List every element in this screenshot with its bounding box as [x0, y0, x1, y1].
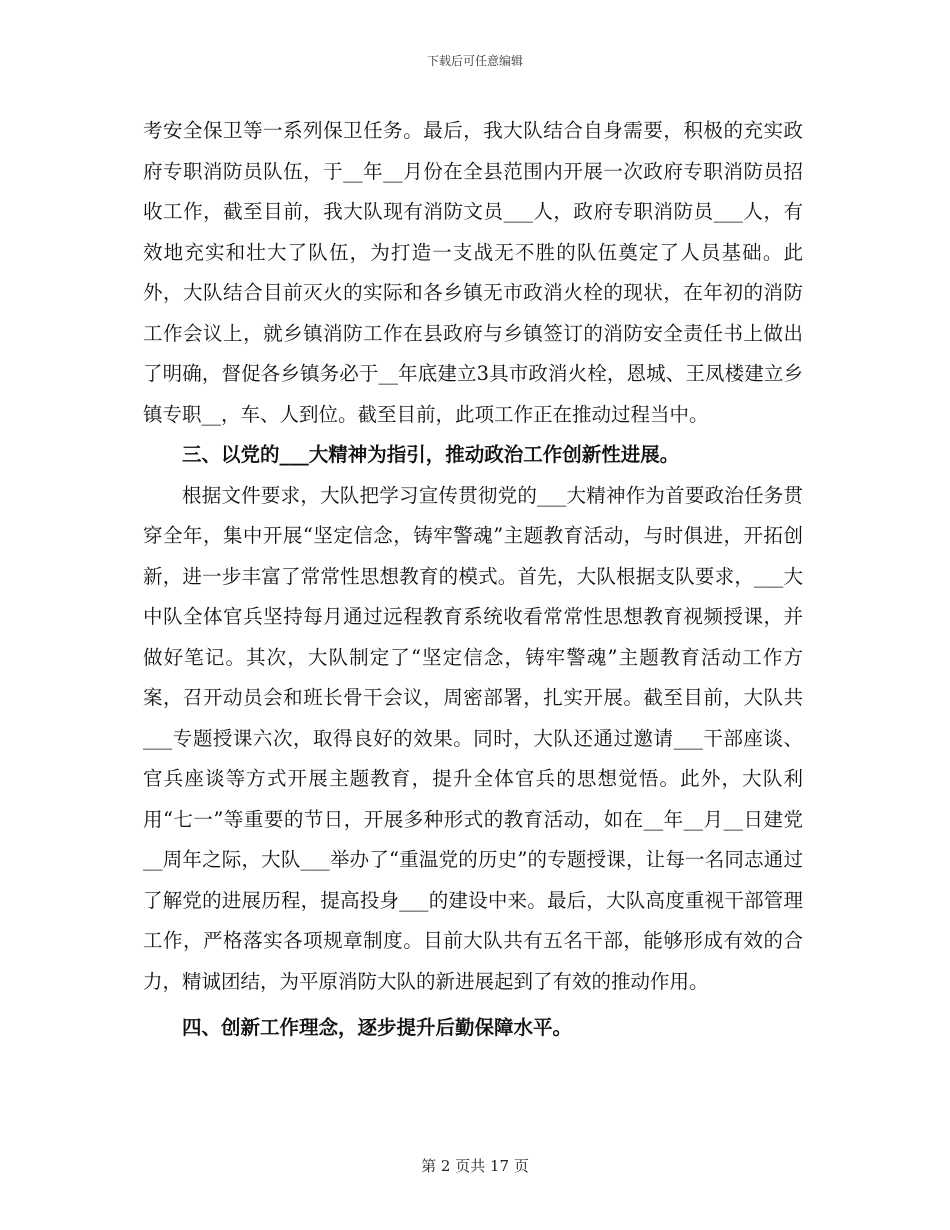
- document-body: [143, 111, 803, 1049]
- page-header: 下载后可任意编辑: [426, 54, 523, 68]
- paragraph-section-3: 根据文件要求，大队把学习宣传贯彻党的___大精神作为首要政治任务贯穿全年，集中开展“坚定信念，铸牢警魂”主题教育活动，与时俱进，开拓创新，进一步丰富了常常性思想教育的模式。首先，大队根据支队要求，___大中队全体官兵坚持每月通过远程教育系统收看常常性思想教育视频授课，并做好笔记。其次，大队制定了“坚定信念，铸牢警魂”主题教育活动工作方案，召开动员会和班长骨干会议，周密部署，扎实开展。截至目前，大队共___专题授课六次，取得良好的效果。同时，大队还通过邀请___干部座谈、官兵座谈等方式开展主题教育，提升全体官兵的思想觉悟。此外，大队利用“七一”等重要的节日，开展多种形式的教育活动，如在__年__月__日建党__周年之际，大队___举办了“重温党的历史”的专题授课，让每一名同志通过了解党的进展历程，提高投身___的建设中来。最后，大队高度重视干部管理工作，严格落实各项规章制度。目前大队共有五名干部，能够形成有效的合力，精诚团结，为平原消防大队的新进展起到了有效的推动作用。: [143, 483, 803, 993]
- page-number: 第 2 页共 17 页: [421, 1157, 529, 1175]
- paragraph-continued: 考安全保卫等一系列保卫任务。最后，我大队结合自身需要，积极的充实政府专职消防员队伍，于__年__月份在全县范围内开展一次政府专职消防员招收工作，截至目前，我大队现有消防文员___人，政府专职消防员___人，有效地充实和壮大了队伍，为打造一支战无不胜的队伍奠定了人员基础。此外，大队结合目前灭火的实际和各乡镇无市政消火栓的现状，在年初的消防工作会议上，就乡镇消防工作在县政府与乡镇签订的消防安全责任书上做出了明确，督促各乡镇务必于__年底建立3具市政消火栓，恩城、王凤楼建立乡镇专职__，车、人到位。截至目前，此项工作正在推动过程当中。: [143, 119, 803, 426]
- section-heading-3: 三、以党的___大精神为指引，推动政治工作创新性进展。: [182, 443, 680, 466]
- section-heading-4: 四、创新工作理念，逐步提升后勤保障水平。: [182, 1016, 573, 1039]
